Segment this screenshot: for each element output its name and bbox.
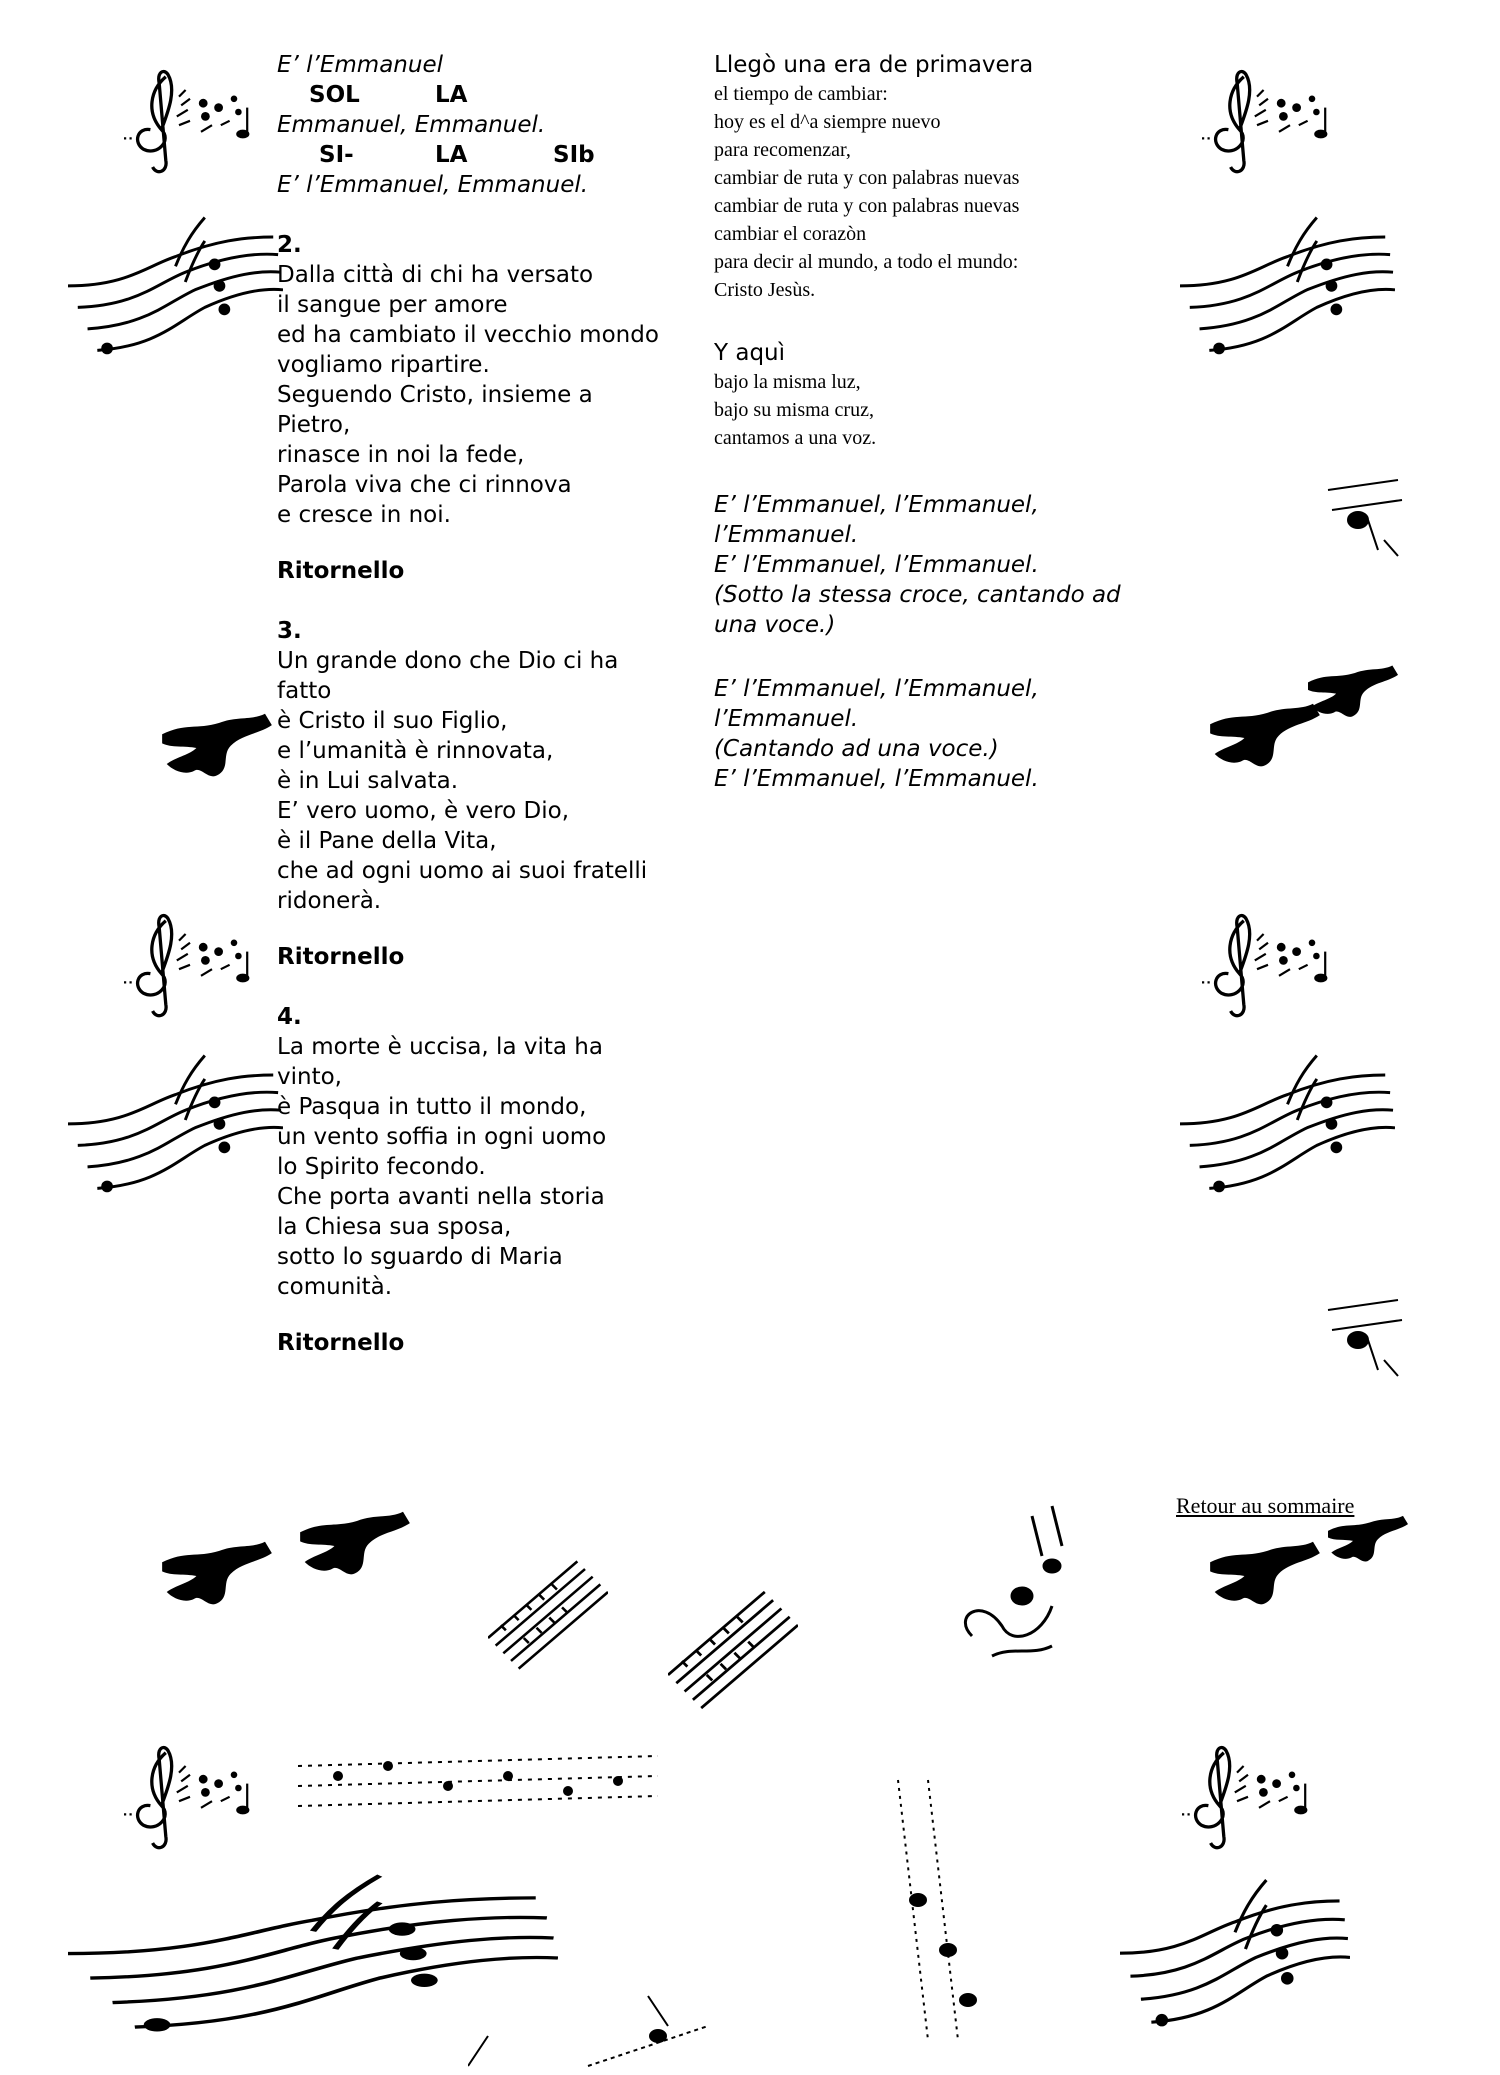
music-notes-icon [1318, 1290, 1408, 1390]
music-notes-icon [1318, 470, 1408, 570]
treble-clef-icon [100, 68, 280, 178]
verse-number: 2. [277, 232, 302, 258]
spanish-verse [714, 80, 1184, 304]
italian-refrain-block [714, 674, 1184, 794]
ink-splash-icon [1210, 1528, 1320, 1608]
wavy-staff-icon [1180, 186, 1395, 376]
verse-line: Parola viva che ci rinnova [277, 472, 572, 498]
verse-2 [277, 260, 717, 530]
verse-line: il sangue per amore [277, 292, 508, 318]
ritornello-label: Ritornello [277, 1330, 405, 1356]
ink-splash-icon [300, 1498, 410, 1578]
chord-line [277, 80, 717, 110]
treble-clef-icon [100, 1744, 280, 1854]
refrain-line: E’ l’Emmanuel, l’Emmanuel, [714, 676, 1039, 702]
verse-line: è il Pane della Vita, [277, 828, 497, 854]
verse-line: la Chiesa sua sposa, [277, 1214, 512, 1240]
scribble-notes-icon [488, 1560, 608, 1670]
treble-clef-icon [1178, 68, 1358, 178]
refrain-line: (Sotto la stessa croce, cantando ad [714, 582, 1121, 608]
verse-line: bajo la misma luz, [714, 371, 861, 393]
treble-clef-icon [1178, 912, 1358, 1022]
verse-number: 3. [277, 618, 302, 644]
verse-number: 4. [277, 1004, 302, 1030]
treble-clef-icon [1158, 1744, 1338, 1854]
ink-splash-icon [1308, 652, 1398, 722]
refrain-line: l’Emmanuel. [714, 522, 859, 548]
verse-line: cambiar el corazòn [714, 223, 867, 245]
verse-line: che ad ogni uomo ai suoi fratelli [277, 858, 648, 884]
refrain-line: E’ l’Emmanuel [277, 52, 443, 78]
wavy-staff-icon [1180, 1024, 1395, 1214]
music-notes-icon [868, 1760, 1018, 2060]
verse-line: ed ha cambiato il vecchio mondo [277, 322, 659, 348]
verse-line: E’ vero uomo, è vero Dio, [277, 798, 570, 824]
verse-line: lo Spirito fecondo. [277, 1154, 486, 1180]
refrain-line: E’ l’Emmanuel, l’Emmanuel. [714, 766, 1039, 792]
ink-splash-icon [162, 700, 272, 780]
refrain-line: l’Emmanuel. [714, 706, 859, 732]
verse-line: cantamos a una voz. [714, 427, 877, 449]
refrain-line: Emmanuel, Emmanuel. [277, 112, 546, 138]
ritornello-label: Ritornello [277, 558, 405, 584]
verse-line: Che porta avanti nella storia [277, 1184, 605, 1210]
verse-line: comunità. [277, 1274, 393, 1300]
verse-line: cambiar de ruta y con palabras nuevas [714, 167, 1020, 189]
verse-line: rinasce in noi la fede, [277, 442, 525, 468]
verse-line: è Cristo il suo Figlio, [277, 708, 508, 734]
verse-line: para recomenzar, [714, 139, 851, 161]
refrain-line: una voce.) [714, 612, 836, 638]
verse-line: vogliamo ripartire. [277, 352, 490, 378]
verse-line: è Pasqua in tutto il mondo, [277, 1094, 587, 1120]
chord: SIb [553, 142, 595, 168]
refrain-line: E’ l’Emmanuel, l’Emmanuel. [714, 552, 1039, 578]
verse-4 [277, 1032, 717, 1302]
verse-line: è in Lui salvata. [277, 768, 459, 794]
music-notes-icon [298, 1736, 658, 1836]
y-aqui-verse [714, 368, 1184, 452]
ink-splash-icon [162, 1528, 272, 1608]
verse-line: La morte è uccisa, la vita ha [277, 1034, 603, 1060]
wavy-staff-icon [1120, 1848, 1350, 2048]
verse-line: hoy es el d^a siempre nuevo [714, 111, 941, 133]
verse-line: Pietro, [277, 412, 351, 438]
ink-splash-icon [1210, 690, 1320, 770]
ritornello-label: Ritornello [277, 944, 405, 970]
treble-clef-icon [100, 912, 280, 1022]
music-notes-icon [468, 1986, 708, 2071]
back-to-summary-link[interactable]: Retour au sommaire [1176, 1493, 1355, 1518]
wavy-staff-icon [68, 1024, 283, 1214]
y-aqui-heading: Y aquì [714, 340, 786, 366]
scribble-notes-icon [668, 1590, 798, 1710]
verse-line: Un grande dono che Dio ci ha [277, 648, 619, 674]
spanish-heading: Llegò una era de primavera [714, 52, 1034, 78]
verse-line: el tiempo de cambiar: [714, 83, 888, 105]
verse-line: sotto lo sguardo di Maria [277, 1244, 563, 1270]
italian-refrain-block [714, 490, 1184, 640]
verse-line: e l’umanità è rinnovata, [277, 738, 554, 764]
chord: SI- [319, 142, 354, 168]
verse-line: Dalla città di chi ha versato [277, 262, 594, 288]
refrain-line: E’ l’Emmanuel, l’Emmanuel, [714, 492, 1039, 518]
verse-line: cambiar de ruta y con palabras nuevas [714, 195, 1020, 217]
verse-line: vinto, [277, 1064, 342, 1090]
verse-line: bajo su misma cruz, [714, 399, 874, 421]
verse-line: un vento soffia in ogni uomo [277, 1124, 607, 1150]
wavy-staff-icon [68, 186, 283, 376]
verse-line: fatto [277, 678, 332, 704]
italian-lyrics-column [277, 50, 717, 1358]
verse-line: para decir al mundo, a todo el mundo: [714, 251, 1019, 273]
verse-line: ridonerà. [277, 888, 382, 914]
verse-line: e cresce in noi. [277, 502, 451, 528]
music-notes-icon [952, 1496, 1092, 1666]
refrain-line: E’ l’Emmanuel, Emmanuel. [277, 172, 589, 198]
verse-line: Cristo Jesùs. [714, 279, 816, 301]
verse-line: Seguendo Cristo, insieme a [277, 382, 593, 408]
chord: LA [435, 82, 468, 108]
refrain-line: (Cantando ad una voce.) [714, 736, 999, 762]
chord: LA [435, 142, 468, 168]
chord-line [277, 140, 717, 170]
verse-3 [277, 646, 717, 916]
spanish-lyrics-column [714, 50, 1184, 794]
chord: SOL [309, 82, 360, 108]
